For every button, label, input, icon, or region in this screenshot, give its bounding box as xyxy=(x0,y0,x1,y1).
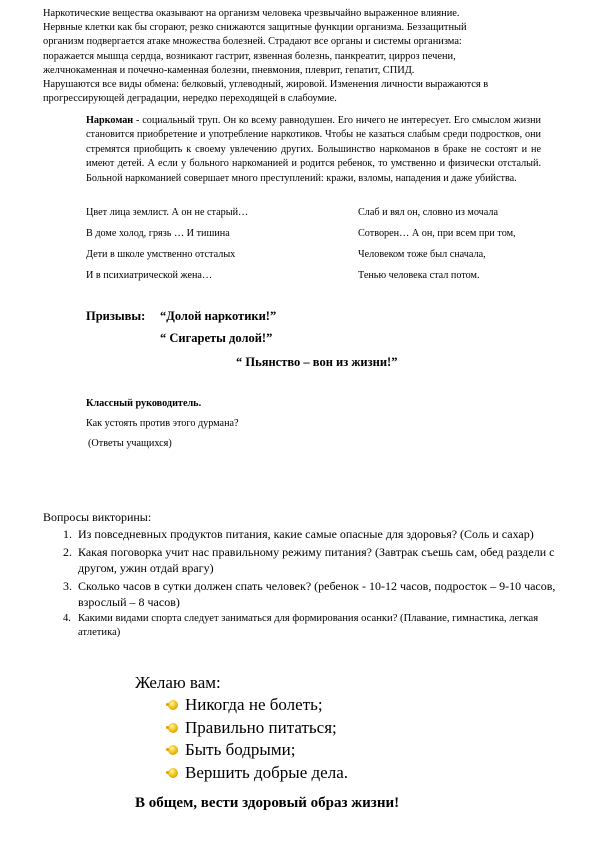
poem-line: Дети в школе умственно отсталых xyxy=(86,249,236,260)
wish-item xyxy=(165,694,348,717)
quiz-item-number: 2. xyxy=(63,545,72,559)
poem-line: Слаб и вял он, словно из мочала xyxy=(358,207,499,218)
bullet-icon xyxy=(168,723,178,733)
poem-right-column xyxy=(358,206,558,290)
poem-line: Человеком тоже был сначала, xyxy=(358,249,486,260)
intro-line: организм подвергается атаке множества болезней. Страдают все органы и системы организма: xyxy=(43,36,462,48)
quiz-item-number: 4. xyxy=(63,613,71,624)
teacher-question: Как устоять против этого дурмана? xyxy=(86,418,239,429)
intro-line: Нарушаются все виды обмена: белковый, углеводный, жировой. Изменения личности выражаются в xyxy=(43,79,489,91)
intro-line: желчнокаменная и почечно-каменная болезни, пневмония, плеврит, гепатит, СПИД. xyxy=(43,64,415,76)
wish-item xyxy=(165,717,348,740)
wishes-list xyxy=(165,694,348,784)
poem-line: И в психиатрической жена… xyxy=(86,270,213,281)
addict-text: - социальный труп. Он ко всему равнодушен. Его ничего не интересует. Его смыслом жизни становится приобретение и употребление наркотиков. Чтобы не казаться слабым среди подростков, они стремятся приобщить к своему увлечению других. Большинство наркоманов в браке не состоят и не имеют детей. А если у больного наркоманией и родится ребенок, то умственно и физически отсталый. Больной наркоманией совершает много преступлений: кражи, взломы, нападения и даже убийства. xyxy=(86,115,541,184)
final-statement: В общем, вести здоровый образ жизни! xyxy=(135,795,400,811)
bullet-icon xyxy=(168,768,178,778)
addict-paragraph xyxy=(86,114,541,186)
poem-line: Цвет лица землист. А он не старый… xyxy=(86,207,249,218)
poem-line: Сотворен… А он, при всем при том, xyxy=(358,228,516,239)
wishes-title: Желаю вам: xyxy=(135,673,221,692)
quiz-item-number: 1. xyxy=(63,527,72,541)
teacher-label: Классный руководитель. xyxy=(86,398,202,409)
quiz-item xyxy=(43,578,563,610)
quiz-item-text: Из повседневных продуктов питания, какие самые опасные для здоровья? (Соль и сахар) xyxy=(78,527,534,541)
quiz-item-text: Какая поговорка учит нас правильному режиму питания? (Завтрак съешь сам, обед раздели с другом, ужин отдай врагу) xyxy=(78,545,555,575)
quiz-item-text: Сколько часов в сутки должен спать человек? (ребенок - 10-12 часов, подросток – 9-10 часов, взрослый – 8 часов) xyxy=(78,579,556,609)
intro-line: прогрессирующей деградации, нередко переходящей в слабоумие. xyxy=(43,93,337,105)
slogan-3: “ Пьянство – вон из жизни!” xyxy=(236,355,398,369)
bullet-icon xyxy=(168,700,178,710)
intro-line: поражается мышца сердца, возникают гастрит, язвенная болезнь, панкреатит, цирроз печени, xyxy=(43,50,456,62)
intro-line: Нервные клетки как бы сгорают, резко снижаются защитные функции организма. Беззащитный xyxy=(43,22,467,34)
poem-line: В доме холод, грязь … И тишина xyxy=(86,228,230,239)
poem-line: Тенью человека стал потом. xyxy=(358,270,480,281)
quiz-item-number: 3. xyxy=(63,579,72,593)
quiz-item-text: Какими видами спорта следует заниматься для формирования осанки? (Плавание, гимнастика, легкая атлетика) xyxy=(78,613,539,638)
slogan-1: “Долой наркотики!” xyxy=(160,309,277,323)
quiz-item xyxy=(43,526,563,542)
wish-item-text: Никогда не болеть; xyxy=(185,695,323,714)
quiz-list xyxy=(43,526,563,642)
addict-term: Наркоман xyxy=(86,115,134,126)
poem-left-column xyxy=(86,206,326,290)
quiz-title: Вопросы викторины: xyxy=(43,510,152,524)
wish-item-text: Вершить добрые дела. xyxy=(185,762,348,782)
slogan-2: “ Сигареты долой!” xyxy=(160,331,273,345)
wish-item xyxy=(165,762,348,785)
wish-item xyxy=(165,739,348,762)
quiz-item xyxy=(43,612,563,640)
teacher-note: (Ответы учащихся) xyxy=(88,438,172,449)
wish-item-text: Правильно питаться; xyxy=(185,717,337,737)
slogans-label: Призывы: xyxy=(86,309,146,323)
intro-paragraph xyxy=(43,7,558,106)
wish-item-text: Быть бодрыми; xyxy=(185,740,296,759)
bullet-icon xyxy=(168,745,178,755)
quiz-item xyxy=(43,544,563,576)
intro-line: Наркотические вещества оказывают на организм человека чрезвычайно выраженное влияние. xyxy=(43,8,460,19)
